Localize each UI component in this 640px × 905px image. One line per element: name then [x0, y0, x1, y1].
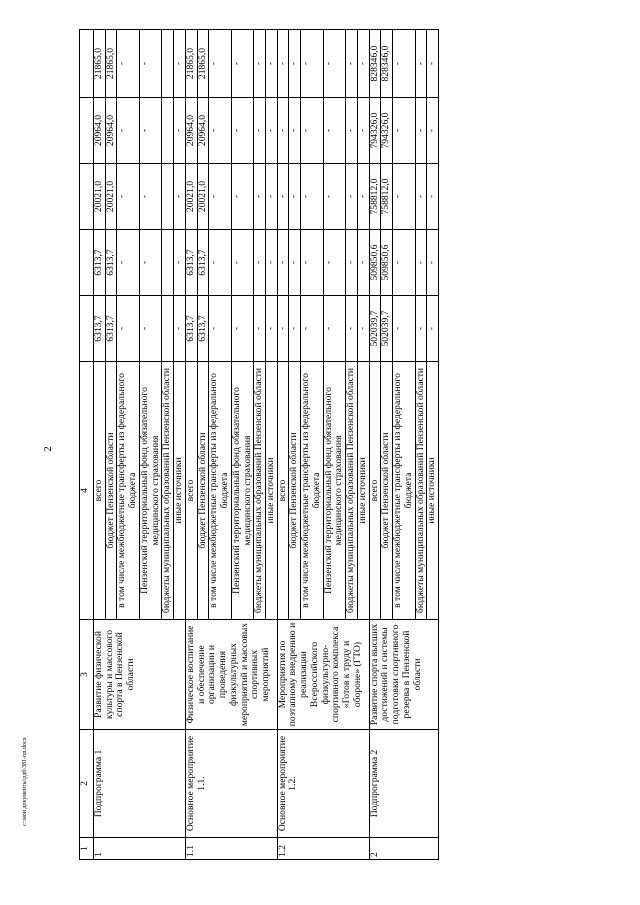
value-cell: -	[209, 230, 231, 296]
funding-source-cell: в том числе межбюджетные трансферты из федерального бюджета	[301, 362, 323, 620]
value-cell: -	[289, 30, 301, 98]
funding-source-cell: Пензенский территориальный фонд обязательного медицинского страхования	[323, 362, 345, 620]
footer-file-path	[22, 737, 38, 840]
value-cell: -	[346, 296, 358, 362]
table-row	[94, 30, 106, 860]
value-cell: 502039,7	[369, 296, 381, 362]
value-cell: -	[277, 30, 289, 98]
value-cell: 20021,0	[197, 164, 209, 230]
row-code-cell: 2	[369, 838, 438, 860]
value-cell: 828346,0	[369, 30, 381, 98]
row-name-cell: Подпрограмма 1	[94, 730, 186, 838]
value-cell: -	[139, 98, 161, 164]
header-cell	[80, 30, 94, 98]
value-cell: -	[357, 230, 369, 296]
value-cell: -	[174, 164, 186, 230]
funding-source-cell: бюджеты муниципальных образований Пензенской области	[346, 362, 358, 620]
row-code-cell: 1.1	[185, 838, 277, 860]
footer-path-text: c:\мои документы\рдб\381-пп.docx	[22, 737, 28, 826]
funding-source-cell: всего	[277, 362, 289, 620]
value-cell: -	[231, 296, 253, 362]
funding-source-cell: всего	[369, 362, 381, 620]
value-cell: -	[323, 98, 345, 164]
funding-source-cell: иные источники	[357, 362, 369, 620]
value-cell: 6313,7	[105, 230, 117, 296]
value-cell: -	[357, 164, 369, 230]
value-cell: -	[277, 296, 289, 362]
value-cell: -	[323, 230, 345, 296]
row-description-cell: Развитие спорта высших достижений и системы подготовки спортивного резерва в Пензенской области	[369, 620, 438, 730]
value-cell: -	[323, 30, 345, 98]
value-cell: -	[427, 230, 439, 296]
value-cell: -	[415, 164, 427, 230]
value-cell: -	[415, 296, 427, 362]
value-cell: -	[174, 30, 186, 98]
budget-table	[79, 29, 439, 860]
value-cell: -	[277, 164, 289, 230]
header-cell	[80, 164, 94, 230]
value-cell: -	[393, 164, 415, 230]
header-cell	[80, 230, 94, 296]
value-cell: -	[346, 164, 358, 230]
value-cell: -	[277, 230, 289, 296]
value-cell: 794326,0	[381, 98, 393, 164]
value-cell: 20021,0	[185, 164, 197, 230]
value-cell: -	[323, 296, 345, 362]
row-code-cell: 1.2	[277, 838, 369, 860]
value-cell: -	[357, 98, 369, 164]
value-cell: 21865,0	[197, 30, 209, 98]
value-cell: -	[254, 230, 266, 296]
value-cell: -	[266, 164, 278, 230]
value-cell: -	[301, 98, 323, 164]
value-cell: -	[346, 98, 358, 164]
value-cell: 828346,0	[381, 30, 393, 98]
value-cell: 6313,7	[197, 296, 209, 362]
value-cell: -	[427, 30, 439, 98]
value-cell: 794326,0	[369, 98, 381, 164]
funding-source-cell: бюджеты муниципальных образований Пензенской области	[162, 362, 174, 620]
funding-source-cell: в том числе межбюджетные трансферты из федерального бюджета	[393, 362, 415, 620]
value-cell: 502039,7	[381, 296, 393, 362]
value-cell: -	[393, 296, 415, 362]
row-description-cell: Физическое воспитание и обеспечение организации и проведения физкультурных мероприятий и массовых спортивных мероприятий	[185, 620, 277, 730]
value-cell: -	[277, 98, 289, 164]
value-cell: 758812,0	[369, 164, 381, 230]
value-cell: -	[357, 296, 369, 362]
row-description-cell: Развитие физической культуры и массового спорта в Пензенской области	[94, 620, 186, 730]
value-cell: -	[209, 98, 231, 164]
funding-source-cell: иные источники	[266, 362, 278, 620]
funding-source-cell: всего	[185, 362, 197, 620]
value-cell: -	[289, 230, 301, 296]
value-cell: 6313,7	[105, 296, 117, 362]
value-cell: -	[117, 230, 139, 296]
funding-source-cell: иные источники	[427, 362, 439, 620]
value-cell: 21865,0	[185, 30, 197, 98]
value-cell: 21865,0	[105, 30, 117, 98]
value-cell: -	[174, 230, 186, 296]
value-cell: -	[266, 296, 278, 362]
value-cell: -	[209, 30, 231, 98]
value-cell: -	[139, 164, 161, 230]
value-cell: -	[254, 164, 266, 230]
value-cell: 20964,0	[105, 98, 117, 164]
value-cell: 6313,7	[94, 296, 106, 362]
value-cell: -	[427, 296, 439, 362]
value-cell: -	[139, 296, 161, 362]
value-cell: -	[289, 296, 301, 362]
value-cell: -	[357, 30, 369, 98]
funding-source-cell: бюджет Пензенской области	[197, 362, 209, 620]
funding-source-cell: бюджет Пензенской области	[289, 362, 301, 620]
value-cell: 509850,6	[381, 230, 393, 296]
value-cell: -	[117, 30, 139, 98]
value-cell: -	[266, 230, 278, 296]
value-cell: -	[301, 30, 323, 98]
value-cell: 6313,7	[185, 230, 197, 296]
value-cell: -	[393, 98, 415, 164]
value-cell: 6313,7	[94, 230, 106, 296]
row-description-cell: Мероприятия по поэтапному внедрению и реализации Всероссийского физкультурно-спортивного комплекса «Готов к труду и обороне» (ГТО)	[277, 620, 369, 730]
header-cell: 2	[80, 730, 94, 838]
value-cell: -	[301, 296, 323, 362]
funding-source-cell: в том числе межбюджетные трансферты из федерального бюджета	[117, 362, 139, 620]
value-cell	[162, 296, 174, 362]
header-cell: 1	[80, 838, 94, 860]
value-cell	[162, 230, 174, 296]
value-cell: -	[393, 230, 415, 296]
value-cell: -	[231, 164, 253, 230]
value-cell: 20964,0	[94, 98, 106, 164]
value-cell: -	[415, 98, 427, 164]
table-body	[80, 30, 439, 860]
header-cell	[80, 296, 94, 362]
value-cell: -	[393, 30, 415, 98]
value-cell: -	[209, 296, 231, 362]
value-cell: -	[301, 164, 323, 230]
row-code-cell: 1	[94, 838, 186, 860]
value-cell: -	[231, 98, 253, 164]
value-cell: -	[117, 98, 139, 164]
value-cell	[162, 164, 174, 230]
value-cell: -	[266, 98, 278, 164]
value-cell: -	[117, 296, 139, 362]
value-cell: -	[254, 30, 266, 98]
value-cell: -	[231, 30, 253, 98]
value-cell	[162, 30, 174, 98]
value-cell: 20964,0	[185, 98, 197, 164]
row-name-cell: Основное мероприятие 1.2.	[277, 730, 369, 838]
value-cell: -	[174, 296, 186, 362]
value-cell: -	[415, 230, 427, 296]
value-cell: -	[139, 30, 161, 98]
header-cell	[80, 98, 94, 164]
value-cell: -	[323, 164, 345, 230]
table-row	[369, 30, 381, 860]
value-cell: 6313,7	[197, 230, 209, 296]
funding-source-cell: бюджеты муниципальных образований Пензенской области	[415, 362, 427, 620]
funding-source-cell: бюджет Пензенской области	[381, 362, 393, 620]
header-row	[80, 30, 94, 860]
funding-source-cell: бюджеты муниципальных образований Пензенской области	[254, 362, 266, 620]
value-cell: 20021,0	[94, 164, 106, 230]
value-cell: 21865,0	[94, 30, 106, 98]
value-cell: -	[139, 230, 161, 296]
value-cell: -	[231, 230, 253, 296]
funding-source-cell: в том числе межбюджетные трансферты из федерального бюджета	[209, 362, 231, 620]
value-cell: -	[117, 164, 139, 230]
row-name-cell: Подпрограмма 2	[369, 730, 438, 838]
value-cell: -	[254, 296, 266, 362]
funding-source-cell: Пензенский территориальный фонд обязательного медицинского страхования	[139, 362, 161, 620]
funding-source-cell: бюджет Пензенской области	[105, 362, 117, 620]
value-cell	[162, 98, 174, 164]
value-cell: 20964,0	[197, 98, 209, 164]
page-number: 2	[42, 446, 54, 452]
value-cell: 20021,0	[105, 164, 117, 230]
value-cell: 758812,0	[381, 164, 393, 230]
value-cell: 6313,7	[185, 296, 197, 362]
row-name-cell: Основное мероприятие 1.1.	[185, 730, 277, 838]
value-cell: -	[427, 164, 439, 230]
header-cell: 3	[80, 620, 94, 730]
value-cell: -	[174, 98, 186, 164]
funding-source-cell: Пензенский территориальный фонд обязательного медицинского страхования	[231, 362, 253, 620]
table-row	[277, 30, 289, 860]
value-cell: -	[301, 230, 323, 296]
value-cell: -	[289, 98, 301, 164]
value-cell: -	[266, 30, 278, 98]
value-cell: -	[415, 30, 427, 98]
funding-source-cell: всего	[94, 362, 106, 620]
header-cell: 4	[80, 362, 94, 620]
value-cell: -	[254, 98, 266, 164]
value-cell: -	[427, 98, 439, 164]
rotated-table-container	[79, 30, 619, 860]
table-row	[185, 30, 197, 860]
funding-source-cell: иные источники	[174, 362, 186, 620]
value-cell: -	[346, 230, 358, 296]
value-cell: -	[346, 30, 358, 98]
value-cell: 509850,6	[369, 230, 381, 296]
value-cell: -	[209, 164, 231, 230]
value-cell: -	[289, 164, 301, 230]
